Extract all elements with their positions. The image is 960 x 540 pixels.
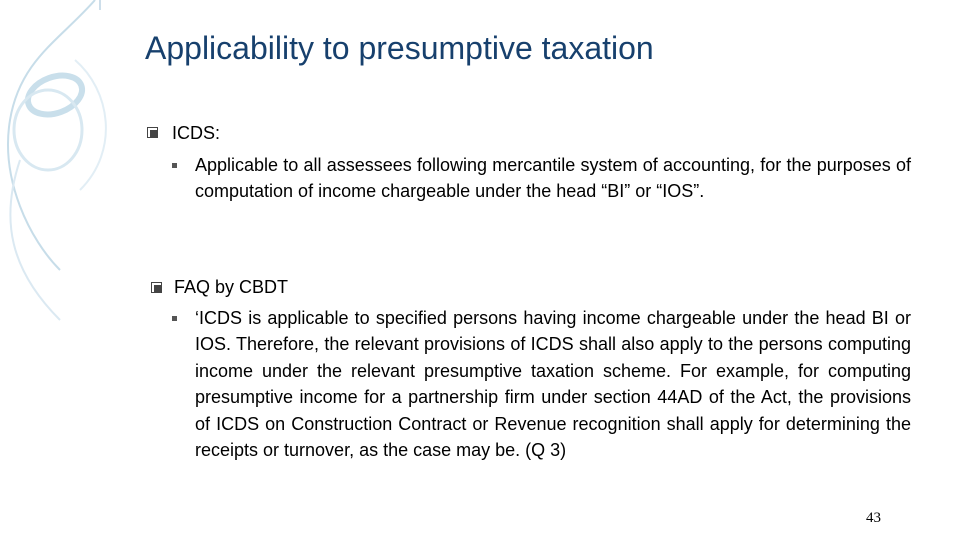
square-bullet-icon [172,163,177,168]
section-body-icds: Applicable to all assessees following mercantile system of accounting, for the purposes of computation of income chargeable under the head “BI” or “IOS”. [195,155,911,202]
section-heading-icds: ICDS: [172,123,221,143]
page-number: 43 [866,510,881,526]
checkbox-bullet-icon [151,282,162,293]
section-body-faq: ‘ICDS is applicable to specified persons having income chargeable under the head BI or IOS. Therefore, the relevant provisions of ICDS shall also apply to the persons computing income under the relevant presumptive taxation scheme. For example, for computing presumptive income for a partnership firm under section 44AD of the Act, the provisions of ICDS on Construction Contract or Revenue recognition shall apply for determining the receipts or turnover, as the case may be. (Q 3) [195,308,911,461]
decorative-swirl-graphic [0,0,140,330]
checkbox-bullet-icon [147,127,158,138]
slide-title: Applicability to presumptive taxation [145,30,654,66]
square-bullet-icon [172,316,177,321]
section-heading-faq: FAQ by CBDT [174,277,289,297]
